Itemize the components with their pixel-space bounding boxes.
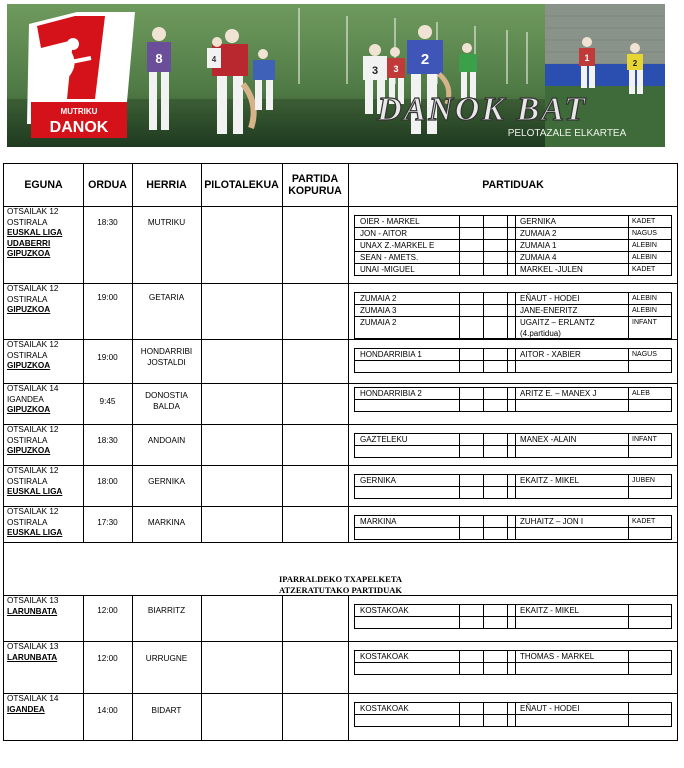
competition-label: EUSKAL LIGA — [7, 228, 63, 238]
category — [628, 487, 671, 498]
spacer-cell — [459, 400, 484, 411]
match-row — [355, 651, 671, 663]
team-b: AITOR - XABIER — [515, 349, 628, 360]
cell-ordua: 18:30 — [97, 218, 118, 227]
team-a: HONDARRIBIA 2 — [360, 389, 422, 398]
cell-ordua: 9:45 — [99, 397, 116, 406]
match-row — [355, 317, 671, 338]
header-partida-kopurua: PARTIDA KOPURUA — [288, 173, 342, 197]
match-row — [355, 487, 671, 498]
team-a: JON - AITOR — [360, 229, 407, 238]
cell-ordua: 18:30 — [97, 436, 118, 445]
cell-herria: GERNIKA — [148, 477, 185, 486]
spacer-cell — [459, 317, 484, 338]
match-row — [355, 400, 671, 411]
spacer-cell — [459, 216, 484, 227]
competition-label: GIPUZKOA — [7, 305, 51, 315]
cell-eguna: OTSAILAK 13 LARUNBATA — [7, 642, 81, 663]
spacer-cell — [459, 715, 484, 726]
category — [628, 605, 671, 616]
team-a: GERNIKA — [360, 476, 397, 485]
cell-eguna: OTSAILAK 12 OSTIRALA GIPUZKOA — [7, 284, 81, 316]
match-row — [355, 528, 671, 539]
match-row — [355, 264, 671, 275]
team-b — [515, 528, 628, 539]
team-a: KOSTAKOAK — [360, 606, 409, 615]
spacer-cell — [459, 475, 484, 486]
matches-table — [354, 604, 672, 629]
match-row — [355, 617, 671, 628]
cell-herria: BIARRITZ — [147, 606, 186, 615]
team-a: UNAX Z.-MARKEL E — [360, 241, 435, 250]
team-a — [355, 400, 459, 411]
competition-label: EUSKAL LIGA — [7, 528, 63, 538]
svg-text:2: 2 — [632, 59, 638, 68]
category: ALEBIN — [628, 293, 671, 304]
matches-table — [354, 215, 672, 276]
spacer-cell — [483, 487, 508, 498]
spacer-cell — [483, 617, 508, 628]
matches-table — [354, 650, 672, 675]
spacer-cell — [483, 293, 508, 304]
match-row — [355, 361, 671, 372]
category: ALEBIN — [628, 305, 671, 316]
cell-eguna: OTSAILAK 12 OSTIRALA GIPUZKOA — [7, 425, 81, 457]
spacer-cell — [483, 252, 508, 263]
team-a: UNAI -MIGUEL — [360, 265, 415, 274]
spacer-cell — [459, 305, 484, 316]
svg-text:3: 3 — [393, 64, 399, 74]
spacer-cell — [483, 264, 508, 275]
cell-eguna: OTSAILAK 12 OSTIRALA EUSKAL LIGA — [7, 507, 81, 539]
banner-subtitle: PELOTAZALE ELKARTEA — [507, 128, 627, 139]
matches-table — [354, 387, 672, 412]
team-a — [355, 617, 459, 628]
match-row — [355, 252, 671, 264]
cell-eguna: OTSAILAK 14 IGANDEA GIPUZKOA — [7, 384, 81, 416]
spacer-cell — [459, 240, 484, 251]
spacer-cell — [483, 349, 508, 360]
spacer-cell — [459, 703, 484, 714]
competition-label: LARUNBATA — [7, 606, 58, 616]
category: NAGUS — [628, 349, 671, 360]
logo-main-text: DANOK — [49, 119, 109, 136]
spacer-cell — [483, 528, 508, 539]
spacer-cell — [483, 446, 508, 457]
spacer-cell — [483, 605, 508, 616]
team-b — [515, 400, 628, 411]
category: ALEB — [628, 388, 671, 399]
spacer-cell — [483, 361, 508, 372]
category — [628, 651, 671, 662]
team-a — [355, 487, 459, 498]
cell-ordua: 12:00 — [97, 606, 118, 615]
schedule-table — [3, 163, 678, 741]
team-a — [355, 715, 459, 726]
category: ALEBIN — [628, 240, 671, 251]
matches-table — [354, 702, 672, 727]
spacer-cell — [459, 617, 484, 628]
team-b: EKAITZ - MIKEL — [515, 475, 628, 486]
category: KADET — [628, 516, 671, 527]
spacer-cell — [483, 388, 508, 399]
team-b: ZUMAIA 2 — [515, 228, 628, 239]
svg-text:4: 4 — [211, 55, 217, 64]
spacer-cell — [459, 252, 484, 263]
cell-eguna: OTSAILAK 12 OSTIRALA EUSKAL LIGA UDABERRI GIPUZKOA — [7, 207, 81, 260]
cell-herria: URRUGNE — [145, 654, 188, 663]
cell-ordua: 18:00 — [97, 477, 118, 486]
team-b — [515, 663, 628, 674]
spacer-cell — [483, 516, 508, 527]
team-b: GERNIKA — [515, 216, 628, 227]
category — [628, 703, 671, 714]
category — [628, 446, 671, 457]
team-b: ZUMAIA 1 — [515, 240, 628, 251]
team-b: ARITZ E. – MANEX J — [515, 388, 628, 399]
team-a: ZUMAIA 3 — [360, 306, 397, 315]
cell-herria: GETARIA — [148, 293, 185, 302]
cell-herria: MARKINA — [147, 518, 186, 527]
cell-herria: MUTRIKU — [147, 218, 186, 227]
svg-text:1: 1 — [584, 53, 590, 63]
header-banner — [7, 4, 665, 147]
cell-herria: HONDARRIBI JOSTALDI — [140, 347, 193, 367]
team-b — [515, 361, 628, 372]
cell-ordua: 19:00 — [97, 293, 118, 302]
category — [628, 528, 671, 539]
match-row — [355, 516, 671, 528]
team-a: KOSTAKOAK — [360, 652, 409, 661]
team-b: ZUMAIA 4 — [515, 252, 628, 263]
team-a: ZUMAIA 2 — [360, 294, 397, 303]
category: KADET — [628, 216, 671, 227]
team-b: EKAITZ - MIKEL — [515, 605, 628, 616]
team-b: UGAITZ – ERLANTZ (4.partidua) — [515, 317, 628, 338]
category — [628, 715, 671, 726]
match-row — [355, 228, 671, 240]
spacer-cell — [459, 651, 484, 662]
spacer-cell — [483, 663, 508, 674]
competition-label: GIPUZKOA — [7, 249, 51, 259]
header-pilotalekua: PILOTALEKUA — [204, 179, 279, 191]
team-b — [515, 715, 628, 726]
cell-ordua: 14:00 — [97, 706, 118, 715]
team-b: EÑAUT - HODEI — [515, 293, 628, 304]
team-b — [515, 446, 628, 457]
matches-table — [354, 515, 672, 540]
spacer-cell — [483, 240, 508, 251]
team-b: MANEX -ALAIN — [515, 434, 628, 445]
header-herria: HERRIA — [146, 179, 187, 191]
team-a: SEAN - AMETS. — [360, 253, 419, 262]
match-row — [355, 715, 671, 726]
match-row — [355, 305, 671, 317]
spacer-cell — [459, 446, 484, 457]
competition-label: LARUNBATA — [7, 652, 58, 662]
competition-label: IGANDEA — [7, 704, 45, 714]
banner-photo — [7, 4, 665, 147]
category: INFANT — [628, 317, 671, 338]
competition-label: GIPUZKOA — [7, 446, 51, 456]
team-b: JANE-ENERITZ — [515, 305, 628, 316]
category: ALEBIN — [628, 252, 671, 263]
team-a: KOSTAKOAK — [360, 704, 409, 713]
svg-text:3: 3 — [371, 65, 379, 77]
team-b: ZUHAITZ – JON I — [515, 516, 628, 527]
spacer-cell — [483, 228, 508, 239]
svg-text:2: 2 — [420, 51, 430, 68]
spacer-cell — [459, 663, 484, 674]
match-row — [355, 349, 671, 361]
spacer-cell — [483, 715, 508, 726]
team-a: GAZTELEKU — [360, 435, 408, 444]
spacer-cell — [459, 228, 484, 239]
match-row — [355, 446, 671, 457]
match-row — [355, 388, 671, 400]
team-a: OIER - MARKEL — [360, 217, 420, 226]
match-row — [355, 434, 671, 446]
banner-title: DANOK BAT — [377, 91, 587, 128]
header-ordua: ORDUA — [88, 179, 127, 191]
spacer-cell — [483, 305, 508, 316]
spacer-cell — [483, 400, 508, 411]
match-row — [355, 216, 671, 228]
spacer-cell — [483, 475, 508, 486]
spacer-cell — [459, 516, 484, 527]
team-b — [515, 487, 628, 498]
category: INFANT — [628, 434, 671, 445]
competition-label: GIPUZKOA — [7, 405, 51, 415]
cell-eguna: OTSAILAK 14 IGANDEA — [7, 694, 81, 715]
spacer-cell — [459, 264, 484, 275]
match-row — [355, 703, 671, 715]
category: KADET — [628, 264, 671, 275]
matches-table — [354, 474, 672, 499]
competition-label: UDABERRI — [7, 238, 51, 248]
spacer-cell — [459, 388, 484, 399]
team-b: THOMAS - MARKEL — [515, 651, 628, 662]
team-a — [355, 361, 459, 372]
spacer-cell — [483, 703, 508, 714]
svg-text:8: 8 — [155, 51, 163, 66]
match-row — [355, 293, 671, 305]
category: NAGUS — [628, 228, 671, 239]
spacer-cell — [483, 651, 508, 662]
category — [628, 663, 671, 674]
cell-ordua: 17:30 — [97, 518, 118, 527]
cell-herria: BIDART — [151, 706, 182, 715]
spacer-cell — [459, 349, 484, 360]
cell-ordua: 12:00 — [97, 654, 118, 663]
spacer-cell — [459, 528, 484, 539]
spacer-cell — [459, 361, 484, 372]
matches-table — [354, 292, 672, 339]
header-eguna: EGUNA — [24, 179, 63, 191]
competition-label: EUSKAL LIGA — [7, 487, 63, 497]
cell-eguna: OTSAILAK 12 OSTIRALA GIPUZKOA — [7, 340, 81, 372]
team-b — [515, 617, 628, 628]
header-partiduak: PARTIDUAK — [482, 179, 544, 191]
cell-herria: ANDOAIN — [147, 436, 186, 445]
category — [628, 617, 671, 628]
team-a: ZUMAIA 2 — [360, 318, 397, 327]
team-b: EÑAUT - HODEI — [515, 703, 628, 714]
match-row — [355, 663, 671, 674]
spacer-cell — [459, 434, 484, 445]
cell-herria: DONOSTIA BALDA — [145, 391, 188, 411]
team-a: HONDARRIBIA 1 — [360, 350, 422, 359]
team-a — [355, 528, 459, 539]
spacer-cell — [483, 317, 508, 338]
category: JUBEN — [628, 475, 671, 486]
spacer-cell — [459, 293, 484, 304]
spacer-cell — [459, 487, 484, 498]
section-title: IPARRALDEKO TXAPELKETA ATZERATUTAKO PARTIDUAK — [278, 574, 403, 595]
team-a — [355, 663, 459, 674]
cell-eguna: OTSAILAK 13 LARUNBATA — [7, 596, 81, 617]
match-row — [355, 240, 671, 252]
category — [628, 361, 671, 372]
spacer-cell — [483, 216, 508, 227]
match-row — [355, 475, 671, 487]
cell-eguna: OTSAILAK 12 OSTIRALA EUSKAL LIGA — [7, 466, 81, 498]
category — [628, 400, 671, 411]
matches-table — [354, 433, 672, 458]
team-b: MARKEL -JULEN — [515, 264, 628, 275]
match-row — [355, 605, 671, 617]
logo-small-text: MUTRIKU — [60, 107, 98, 116]
cell-ordua: 19:00 — [97, 353, 118, 362]
spacer-cell — [459, 605, 484, 616]
competition-label: GIPUZKOA — [7, 361, 51, 371]
team-a — [355, 446, 459, 457]
team-a: MARKINA — [360, 517, 397, 526]
matches-table — [354, 348, 672, 373]
spacer-cell — [483, 434, 508, 445]
